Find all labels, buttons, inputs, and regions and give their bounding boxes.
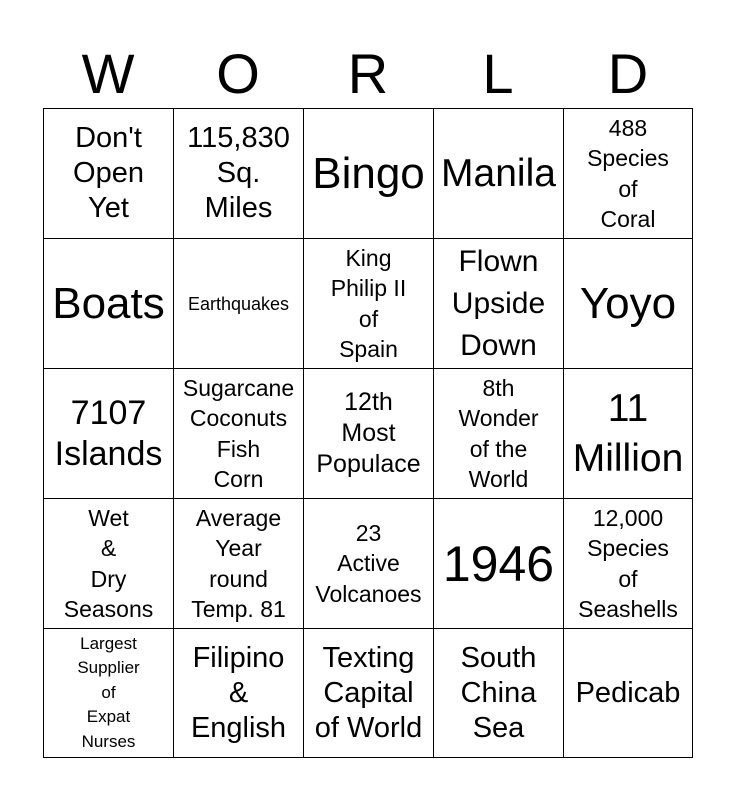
bingo-cell-r1c4[interactable]: Manila (433, 108, 563, 238)
bingo-cell-r4c5[interactable]: 12,000 Species of Seashells (563, 498, 693, 628)
header-letter-o: O (216, 42, 260, 105)
bingo-cell-r5c1[interactable]: Largest Supplier of Expat Nurses (43, 628, 173, 758)
header-letter-w: W (81, 42, 135, 105)
bingo-cell-r5c4[interactable]: South China Sea (433, 628, 563, 758)
bingo-cell-r4c3[interactable]: 23 Active Volcanoes (303, 498, 433, 628)
bingo-cell-r1c5[interactable]: 488 Species of Coral (563, 108, 693, 238)
header-letter-l: L (482, 42, 514, 105)
bingo-cell-r2c4[interactable]: Flown Upside Down (433, 238, 563, 368)
bingo-cell-r1c1[interactable]: Don't Open Yet (43, 108, 173, 238)
header-letter-r: R (347, 42, 389, 105)
bingo-cell-r3c1[interactable]: 7107 Islands (43, 368, 173, 498)
header-letter-d: D (607, 42, 649, 105)
bingo-cell-r3c3[interactable]: 12th Most Populace (303, 368, 433, 498)
bingo-cell-r3c2[interactable]: Sugarcane Coconuts Fish Corn (173, 368, 303, 498)
bingo-cell-r3c5[interactable]: 11 Million (563, 368, 693, 498)
bingo-cell-r4c4[interactable]: 1946 (433, 498, 563, 628)
bingo-cell-r1c2[interactable]: 115,830 Sq. Miles (173, 108, 303, 238)
bingo-board (43, 108, 693, 758)
bingo-cell-r2c2[interactable]: Earthquakes (173, 238, 303, 368)
bingo-cell-r5c2[interactable]: Filipino & English (173, 628, 303, 758)
bingo-cell-r2c3[interactable]: King Philip II of Spain (303, 238, 433, 368)
bingo-cell-r2c5[interactable]: Yoyo (563, 238, 693, 368)
bingo-cell-r2c1[interactable]: Boats (43, 238, 173, 368)
bingo-cell-r3c4[interactable]: 8th Wonder of the World (433, 368, 563, 498)
bingo-cell-r5c5[interactable]: Pedicab (563, 628, 693, 758)
bingo-cell-r1c3[interactable]: Bingo (303, 108, 433, 238)
bingo-cell-r4c1[interactable]: Wet & Dry Seasons (43, 498, 173, 628)
bingo-header (43, 40, 693, 108)
bingo-cell-r5c3[interactable]: Texting Capital of World (303, 628, 433, 758)
bingo-cell-r4c2[interactable]: Average Year round Temp. 81 (173, 498, 303, 628)
